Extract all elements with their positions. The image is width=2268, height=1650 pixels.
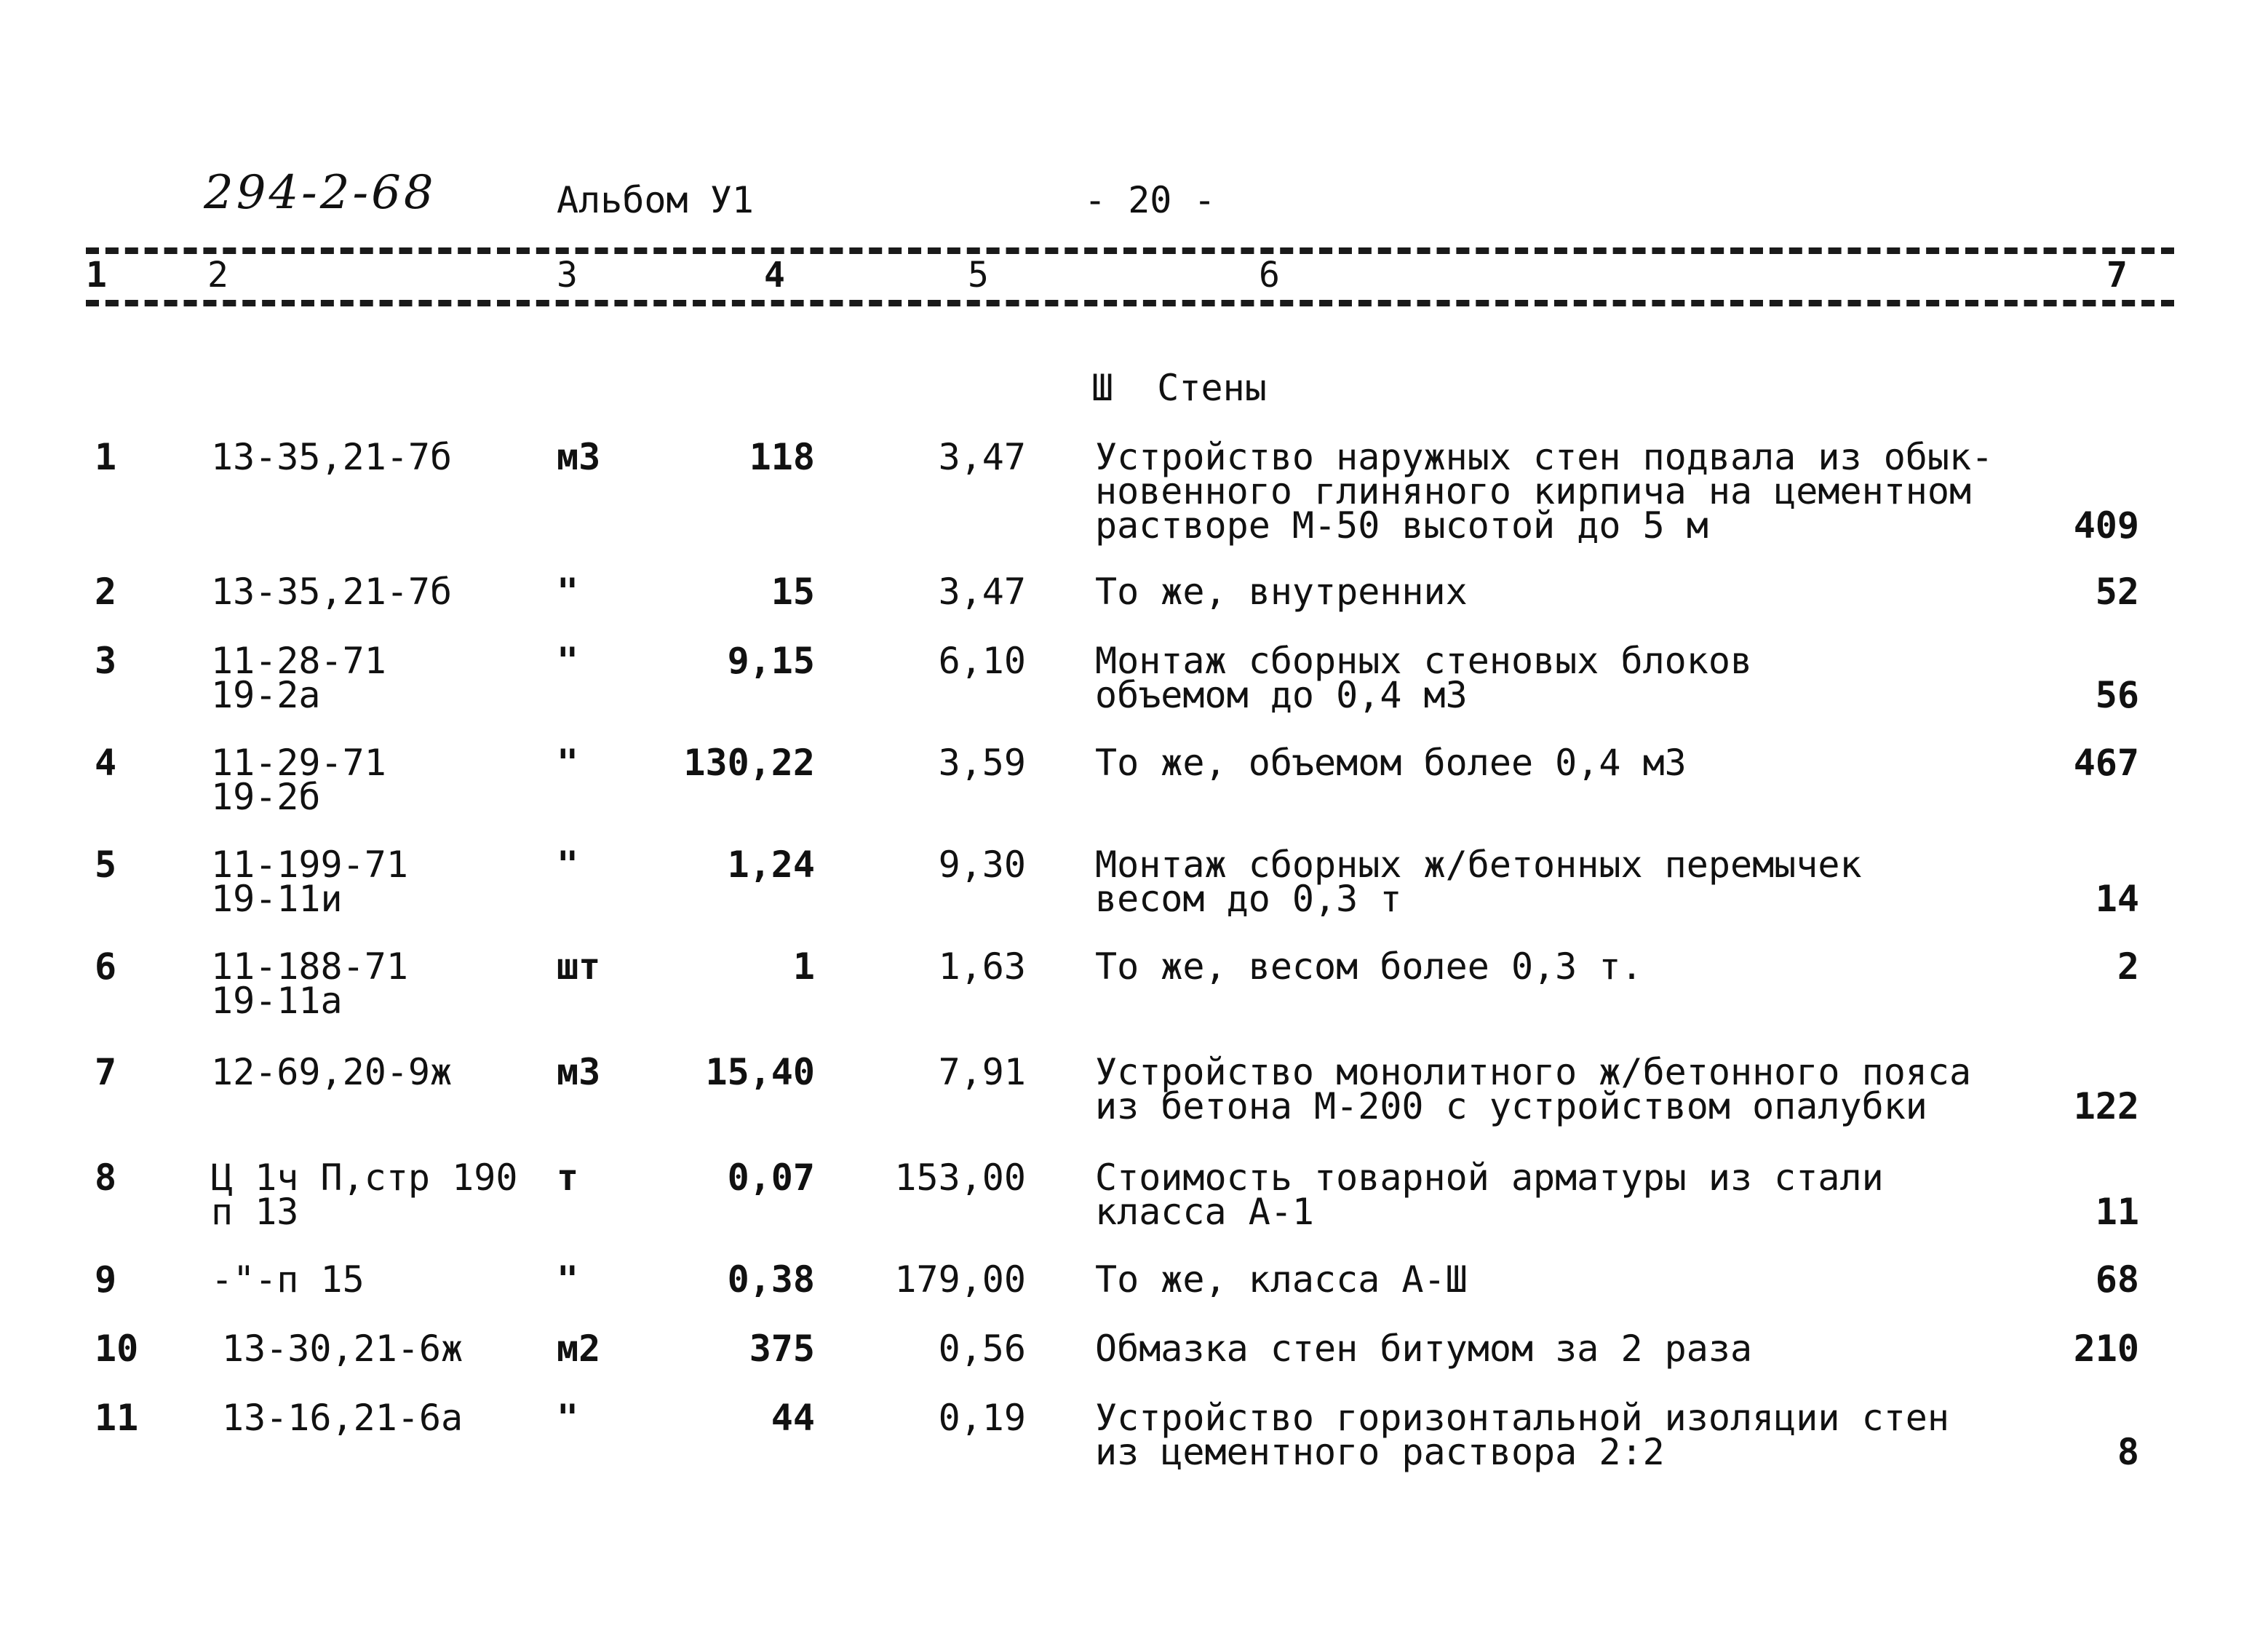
norm-code: п 13 <box>211 1191 299 1233</box>
unit-price-cell: 0,19 <box>938 1397 1026 1439</box>
total-cost-cell: 8 <box>2117 1431 2139 1473</box>
row-number: 3 <box>95 640 117 682</box>
description-line: растворе М-50 высотой до 5 м <box>1095 504 1708 547</box>
column-number: 2 <box>207 255 228 296</box>
quantity-cell: 1 <box>792 945 815 988</box>
description-line: класса А-1 <box>1095 1191 1315 1233</box>
unit-price-cell: 1,63 <box>938 945 1026 988</box>
description-line: из бетона М-200 с устройством опалубки <box>1095 1085 1927 1127</box>
unit-price-cell: 7,91 <box>938 1051 1026 1093</box>
page-number: - 20 - <box>1084 179 1216 221</box>
column-number: 3 <box>557 255 578 296</box>
description-line: новенного глиняного кирпича на цементном <box>1095 470 1972 512</box>
total-cost-cell: 210 <box>2073 1328 2139 1370</box>
total-cost-cell: 409 <box>2073 504 2139 547</box>
norm-code: 12-69,20-9ж <box>211 1051 453 1093</box>
description-line: весом до 0,3 т <box>1095 878 1402 920</box>
quantity-cell: 118 <box>749 436 815 478</box>
row-number: 11 <box>95 1397 139 1439</box>
row-number: 2 <box>95 571 117 613</box>
column-number: 4 <box>764 255 785 296</box>
header-top-rule <box>86 247 2174 254</box>
unit-cell: " <box>557 640 579 682</box>
total-cost-cell: 56 <box>2095 674 2139 716</box>
header-bottom-rule <box>86 300 2174 306</box>
description-line: То же, весом более 0,3 т. <box>1095 945 1643 988</box>
unit-price-cell: 0,56 <box>938 1328 1026 1370</box>
description-line: Устройство наружных стен подвала из обык- <box>1095 436 1994 478</box>
total-cost-cell: 14 <box>2095 878 2139 920</box>
description-line: из цементного раствора 2:2 <box>1095 1431 1665 1473</box>
description-line: Монтаж сборных стеновых блоков <box>1095 640 1753 682</box>
quantity-cell: 15,40 <box>705 1051 815 1093</box>
description-line: То же, внутренних <box>1095 571 1468 613</box>
row-number: 10 <box>95 1328 139 1370</box>
quantity-cell: 15 <box>771 571 815 613</box>
document-code: 294-2-68 <box>204 166 437 220</box>
quantity-cell: 0,38 <box>727 1258 815 1301</box>
row-number: 5 <box>95 844 117 886</box>
unit-cell: " <box>557 1258 579 1301</box>
row-number: 7 <box>95 1051 117 1093</box>
norm-code: 19-2а <box>211 674 321 716</box>
norm-code: 19-11а <box>211 980 343 1022</box>
unit-cell: м3 <box>557 1051 601 1093</box>
description-line: Стоимость товарной арматуры из стали <box>1095 1157 1884 1199</box>
description-line: Устройство горизонтальной изоляции стен <box>1095 1397 1949 1439</box>
description-line: То же, класса А-Ш <box>1095 1258 1468 1301</box>
quantity-cell: 1,24 <box>727 844 815 886</box>
total-cost-cell: 11 <box>2095 1191 2139 1233</box>
unit-cell: " <box>557 1397 579 1439</box>
unit-cell: " <box>557 571 579 613</box>
norm-code: Ц 1ч П,стр 190 <box>211 1157 518 1199</box>
unit-cell: м3 <box>557 436 601 478</box>
description-line: объемом до 0,4 м3 <box>1095 674 1468 716</box>
album-label: Альбом У1 <box>557 179 754 221</box>
unit-cell: т <box>557 1157 579 1199</box>
column-number: 1 <box>86 255 107 296</box>
norm-code: 13-35,21-7б <box>211 571 453 613</box>
description-line: Обмазка стен битумом за 2 раза <box>1095 1328 1753 1370</box>
row-number: 9 <box>95 1258 117 1301</box>
row-number: 4 <box>95 742 117 784</box>
row-number: 6 <box>95 945 117 988</box>
total-cost-cell: 52 <box>2095 571 2139 613</box>
norm-code: 19-11и <box>211 878 343 920</box>
total-cost-cell: 122 <box>2073 1085 2139 1127</box>
unit-price-cell: 6,10 <box>938 640 1026 682</box>
norm-code: 11-29-71 <box>211 742 386 784</box>
row-number: 1 <box>95 436 117 478</box>
unit-cell: " <box>557 844 579 886</box>
column-number: 6 <box>1259 255 1280 296</box>
unit-price-cell: 3,47 <box>938 571 1026 613</box>
description-line: То же, объемом более 0,4 м3 <box>1095 742 1687 784</box>
column-number: 7 <box>2106 255 2128 296</box>
quantity-cell: 0,07 <box>727 1157 815 1199</box>
description-line: Устройство монолитного ж/бетонного пояса <box>1095 1051 1972 1093</box>
unit-price-cell: 153,00 <box>894 1157 1026 1199</box>
total-cost-cell: 68 <box>2095 1258 2139 1301</box>
norm-code: 11-28-71 <box>211 640 386 682</box>
norm-code: 13-35,21-7б <box>211 436 453 478</box>
description-line: Монтаж сборных ж/бетонных перемычек <box>1095 844 1862 886</box>
unit-price-cell: 3,59 <box>938 742 1026 784</box>
norm-code: 11-188-71 <box>211 945 408 988</box>
unit-price-cell: 179,00 <box>894 1258 1026 1301</box>
unit-price-cell: 3,47 <box>938 436 1026 478</box>
norm-code: 19-2б <box>211 776 321 818</box>
quantity-cell: 375 <box>749 1328 815 1370</box>
total-cost-cell: 467 <box>2073 742 2139 784</box>
unit-cell: шт <box>557 945 601 988</box>
unit-cell: " <box>557 742 579 784</box>
column-number: 5 <box>968 255 989 296</box>
row-number: 8 <box>95 1157 117 1199</box>
total-cost-cell: 2 <box>2117 945 2139 988</box>
quantity-cell: 130,22 <box>683 742 815 784</box>
quantity-cell: 9,15 <box>727 640 815 682</box>
norm-code: 11-199-71 <box>211 844 408 886</box>
unit-cell: м2 <box>557 1328 601 1370</box>
unit-price-cell: 9,30 <box>938 844 1026 886</box>
norm-code: 13-30,21-6ж <box>222 1328 463 1370</box>
section-title: Ш Стены <box>1091 367 1267 409</box>
norm-code: 13-16,21-6а <box>222 1397 463 1439</box>
norm-code: -"-п 15 <box>211 1258 365 1301</box>
quantity-cell: 44 <box>771 1397 815 1439</box>
